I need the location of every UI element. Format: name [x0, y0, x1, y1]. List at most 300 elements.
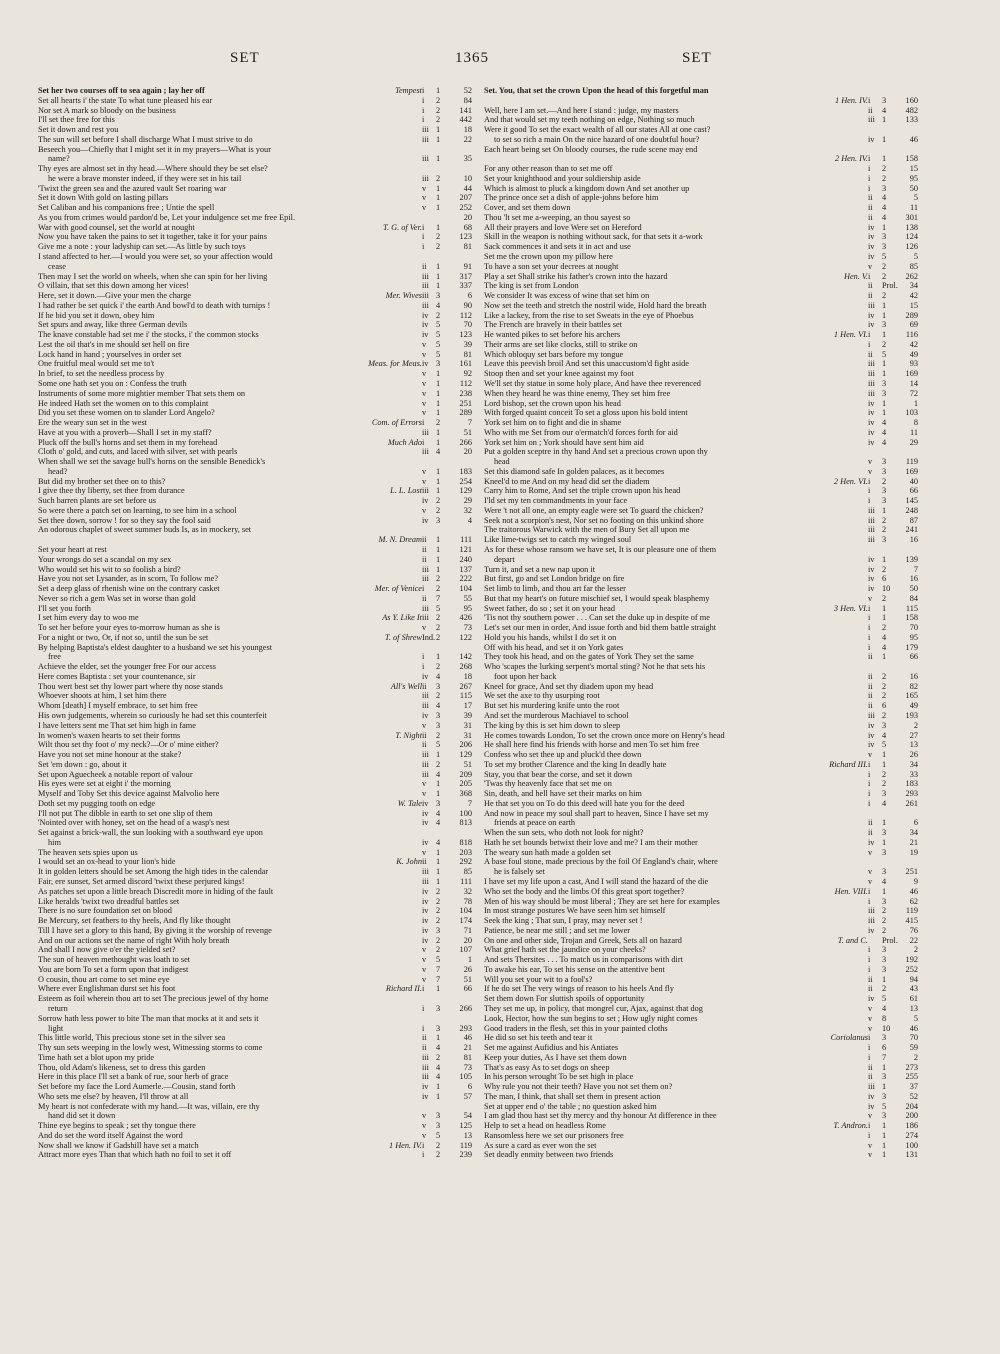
concordance-line — [484, 936, 918, 946]
act-number: ii — [422, 535, 427, 545]
act-number: iv — [868, 564, 875, 574]
line-number: 123 — [459, 330, 472, 340]
concordance-line — [484, 652, 918, 662]
line-number: 107 — [459, 945, 472, 955]
line-number: 137 — [459, 564, 472, 574]
act-number: iii — [422, 281, 429, 291]
line-number: 112 — [459, 378, 472, 388]
act-number: i — [868, 613, 871, 623]
concordance-line — [38, 174, 472, 184]
play-title: T. G. of Ver. — [380, 223, 422, 233]
act-number: i — [868, 632, 871, 642]
scene-number: 2 — [882, 261, 887, 271]
concordance-line — [38, 662, 472, 672]
quotation-text: Did you set these women on to slander Lord Angelo? — [38, 408, 215, 418]
line-number: 13 — [463, 1130, 472, 1140]
scene-number: 7 — [436, 974, 441, 984]
concordance-line — [484, 399, 918, 409]
quotation-text: Why rule you not their teeth? Have you not set them on? — [484, 1082, 673, 1092]
scene-number: 2 — [436, 95, 441, 105]
act-number: v — [868, 1013, 873, 1023]
act-number: ii — [868, 701, 873, 711]
act-number: ii — [422, 740, 427, 750]
quotation-text: To awake his ear, To set his sense on the attentive bent — [484, 964, 665, 974]
scene-number: 2 — [882, 164, 887, 174]
line-number: 115 — [459, 691, 472, 701]
line-number: 273 — [905, 1062, 918, 1072]
scene-number: 2 — [882, 671, 887, 681]
concordance-line — [38, 770, 472, 780]
quotation-text: It in golden letters should be set Among the high tides in the calendar — [38, 867, 269, 877]
scene-number: 5 — [882, 994, 887, 1004]
line-number: 206 — [459, 740, 472, 750]
line-number: 26 — [909, 750, 918, 760]
concordance-line — [38, 535, 472, 545]
quotation-text: Set 'em down : go, about it — [38, 759, 127, 769]
line-number: 1 — [467, 955, 472, 965]
scene-number: 3 — [436, 1121, 441, 1131]
scene-number: 3 — [436, 711, 441, 720]
line-number: 126 — [905, 242, 918, 252]
quotation-text: Skill in the weapon is nothing without sack, for that sets it a-work — [484, 232, 703, 242]
line-number: 49 — [909, 701, 918, 711]
scene-number: 1 — [882, 554, 887, 564]
quotation-text: We set the axe to thy usurping root — [484, 691, 600, 701]
scene-number: 2 — [436, 896, 441, 906]
concordance-line — [38, 330, 472, 340]
line-number: 21 — [463, 1043, 472, 1053]
scene-number: 4 — [436, 1072, 441, 1082]
scene-number: 1 — [882, 1082, 887, 1092]
line-number: 252 — [459, 203, 472, 213]
scene-number: 1 — [436, 134, 441, 144]
quotation-text: Then may I set the world on wheels, when she can spin for her living — [38, 271, 268, 281]
act-number: v — [422, 466, 427, 476]
line-number: 51 — [463, 974, 472, 984]
concordance-line — [38, 242, 472, 252]
scene-number: 1 — [436, 877, 441, 887]
concordance-line — [484, 623, 918, 633]
concordance-line — [484, 467, 918, 477]
line-number: 2 — [913, 945, 918, 955]
concordance-line — [38, 408, 472, 418]
line-number: 124 — [905, 232, 918, 242]
act-number: iv — [422, 935, 429, 945]
play-title: T. Night — [392, 731, 422, 741]
concordance-line — [38, 291, 472, 301]
quotation-text: Were it good To set the exact wealth of all our states All at one cast? — [484, 125, 711, 135]
scene-number: 2 — [436, 584, 441, 594]
concordance-line — [484, 555, 918, 565]
line-number: 68 — [463, 222, 472, 232]
act-number: iv — [868, 310, 875, 320]
concordance-line — [484, 174, 918, 184]
concordance-line — [38, 994, 472, 1004]
quotation-text: Attract more eyes Than that which hath no foil to set it off — [38, 1150, 232, 1160]
scene-number: 1 — [882, 818, 887, 828]
quotation-text: In women's waxen hearts to set their forms — [38, 730, 181, 740]
line-number: 104 — [459, 584, 472, 594]
quotation-text: When the sun sets, who doth not look for night? — [484, 828, 644, 838]
act-number: i — [868, 955, 871, 965]
concordance-line — [484, 721, 918, 731]
quotation-text: Beseech you—Chiefly that I might set it in my prayers—What is your — [38, 144, 271, 154]
scene-number: 3 — [882, 242, 887, 252]
scene-number: 4 — [436, 808, 441, 818]
line-number: 158 — [905, 613, 918, 623]
line-number: 51 — [463, 427, 472, 437]
scene-number: 4 — [436, 300, 441, 310]
line-number: 7 — [467, 798, 472, 808]
quotation-text: Here, set it down.—Give your men the charge — [38, 291, 192, 301]
concordance-line — [38, 184, 472, 194]
scene-number: 1 — [436, 203, 441, 213]
concordance-line — [484, 867, 918, 877]
scene-number: 1 — [436, 378, 441, 388]
act-number: iv — [422, 711, 429, 720]
act-number: iv — [422, 916, 429, 926]
line-number: 442 — [459, 115, 472, 125]
line-number: 267 — [459, 681, 472, 691]
line-number: 289 — [459, 408, 472, 418]
scene-number: 5 — [436, 1130, 441, 1140]
line-number: 239 — [459, 1150, 472, 1160]
act-number: i — [868, 173, 871, 183]
line-number: 27 — [909, 730, 918, 740]
quotation-text: The king by this is set him down to sleep — [484, 720, 621, 730]
scene-number: 2 — [436, 691, 441, 701]
scene-number: 1 — [436, 1091, 441, 1101]
scene-number: 5 — [882, 349, 887, 359]
concordance-line — [38, 643, 472, 653]
act-number: ii — [868, 818, 873, 828]
quotation-text: Which obloquy set bars before my tongue — [484, 349, 624, 359]
concordance-line — [484, 682, 918, 692]
line-number: 49 — [909, 349, 918, 359]
act-number: iv — [868, 252, 875, 262]
scene-number: 3 — [882, 1111, 887, 1121]
play-title: 1 Hen. VI. — [831, 330, 868, 340]
quotation-text: he were a brave monster indeed, if they were set in his tail — [48, 173, 242, 183]
line-number: 20 — [463, 447, 472, 457]
line-number: 4 — [467, 515, 472, 525]
quotation-text: Ere the weary sun set in the west — [38, 418, 147, 428]
quotation-text: Men of his way should be most liberal ; They are set here for examples — [484, 896, 720, 906]
act-number: ii — [422, 554, 427, 564]
quotation-text: O cousin, thou art come to set mine eye — [38, 974, 170, 984]
line-number: 192 — [905, 955, 918, 965]
quotation-text: Who with me Set from our o'ermatch'd forces forth for aid — [484, 427, 678, 437]
concordance-line — [38, 818, 472, 828]
concordance-line — [484, 770, 918, 780]
concordance-line — [484, 711, 918, 721]
concordance-line — [38, 1092, 472, 1102]
quotation-text: So were there a patch set on learning, to see him in a school — [38, 505, 237, 515]
act-number: v — [422, 388, 427, 398]
quotation-text: As patches set upon a little breach Discredit more in hiding of the fault — [38, 886, 274, 896]
scene-number: 5 — [436, 740, 441, 750]
concordance-line — [38, 223, 472, 233]
scene-number: 4 — [436, 837, 441, 847]
concordance-line — [484, 301, 918, 311]
scene-number: 1 — [436, 564, 441, 574]
scene-number: 2 — [882, 916, 887, 926]
concordance-line — [38, 447, 472, 457]
play-title: Meas. for Meas. — [365, 359, 422, 369]
concordance-line — [38, 164, 472, 174]
concordance-line — [38, 154, 472, 164]
scene-number: 7 — [436, 964, 441, 974]
line-number: 32 — [463, 505, 472, 515]
concordance-line — [484, 584, 918, 594]
concordance-line — [484, 838, 918, 848]
concordance-line — [484, 272, 918, 282]
act-number: iii — [868, 916, 875, 926]
concordance-line — [38, 574, 472, 584]
scene-number: 2 — [882, 623, 887, 633]
act-number: iii — [868, 359, 875, 369]
scene-number: 2 — [436, 945, 441, 955]
scene-number: 1 — [882, 398, 887, 408]
scene-number: 2 — [436, 115, 441, 125]
act-number: v — [422, 847, 427, 857]
concordance-line — [484, 740, 918, 750]
scene-number: 3 — [882, 388, 887, 398]
scene-number: 1 — [882, 974, 887, 984]
quotation-text: Lock hand in hand ; yourselves in order set — [38, 349, 182, 359]
quotation-text: Your wrongs do set a scandal on my sex — [38, 554, 172, 564]
concordance-line — [484, 408, 918, 418]
scene-number: 1 — [882, 115, 887, 125]
concordance-line — [484, 252, 918, 262]
concordance-line — [38, 877, 472, 887]
act-number: v — [422, 964, 427, 974]
line-number: 87 — [909, 515, 918, 525]
scene-number: 2 — [436, 1150, 441, 1160]
act-number: iv — [868, 837, 875, 847]
quotation-text: But set his murdering knife unto the root — [484, 701, 620, 711]
act-number: v — [422, 945, 427, 955]
scene-number: 4 — [882, 193, 887, 203]
line-number: 252 — [905, 964, 918, 974]
act-number: ii — [422, 730, 427, 740]
scene-number: 1 — [436, 867, 441, 877]
line-number: 7 — [913, 564, 918, 574]
scene-number: 1 — [436, 750, 441, 760]
quotation-text: Cloth o' gold, and cuts, and laced with silver, set with pearls — [38, 447, 238, 457]
act-number: iii — [868, 1082, 875, 1092]
quotation-text: Set this diamond safe In golden palaces, as it becomes — [484, 466, 665, 476]
concordance-line — [484, 184, 918, 194]
quotation-text: free — [48, 652, 61, 662]
scene-number: 5 — [436, 339, 441, 349]
act-number: i — [868, 798, 871, 808]
concordance-line — [38, 1024, 472, 1034]
concordance-line — [484, 1063, 918, 1073]
act-number: iv — [422, 310, 429, 320]
scene-number: 1 — [882, 1130, 887, 1140]
act-number: i — [868, 886, 871, 896]
page-number: 1365 — [455, 50, 489, 66]
quotation-text: In most strange postures We have seen him set himself — [484, 906, 666, 916]
quotation-text: 'Twas thy heavenly face that set me on — [484, 779, 612, 789]
quotation-text: Now you have taken the pains to set it together, take it for your pains — [38, 232, 267, 242]
line-number: 293 — [905, 789, 918, 799]
play-title: 1 Hen. IV. — [832, 96, 868, 106]
line-number: 81 — [463, 242, 472, 252]
scene-number: 2 — [882, 291, 887, 301]
quotation-text: Set all hearts i' the state To what tune pleased his ear — [38, 95, 213, 105]
quotation-text: My heart is not confederate with my hand.—It was, villain, ere thy — [38, 1101, 260, 1111]
scene-number: 3 — [436, 359, 441, 369]
concordance-line — [38, 106, 472, 116]
play-title: W. Tale — [395, 799, 422, 809]
quotation-text: To set my brother Clarence and the king In deadly hate — [484, 759, 667, 769]
line-number: 84 — [463, 95, 472, 105]
line-number: 426 — [459, 613, 472, 623]
quotation-text: Were 't not all one, an empty eagle were set To guard the chicken? — [484, 505, 704, 515]
scene-number: 2 — [882, 593, 887, 603]
line-number: 129 — [459, 486, 472, 496]
concordance-line — [484, 1131, 918, 1141]
quotation-text: Now set the teeth and stretch the nostril wide, Hold hard the breath — [484, 300, 707, 310]
line-number: 13 — [909, 740, 918, 750]
scene-number: 2 — [882, 691, 887, 701]
act-number: i — [422, 584, 425, 594]
act-number: i — [868, 486, 871, 496]
scene-number: 3 — [882, 1033, 887, 1043]
line-number: 122 — [459, 632, 472, 642]
act-number: iii — [422, 1062, 429, 1072]
scene-number: 1 — [882, 1121, 887, 1131]
running-header — [0, 50, 1000, 72]
scene-number: 1 — [436, 125, 441, 135]
act-number: i — [868, 1121, 871, 1131]
concordance-line — [484, 135, 918, 145]
line-number: 174 — [459, 916, 472, 926]
concordance-line — [38, 252, 472, 262]
act-number: v — [868, 261, 873, 271]
act-number: iii — [422, 750, 429, 760]
quotation-text: Carry him to Rome, And set the triple crown upon his head — [484, 486, 681, 496]
act-number: iii — [422, 154, 429, 164]
quotation-text: Till I have set a glory to this hand, By giving it the worship of revenge — [38, 925, 272, 935]
line-number: 82 — [909, 681, 918, 691]
act-number: i — [868, 476, 871, 486]
quotation-text: Have at you with a proverb—Shall I set in my staff? — [38, 427, 212, 437]
quotation-text: The man, I think, that shall set them in present action — [484, 1091, 661, 1101]
act-number: iii — [422, 769, 429, 779]
scene-number: 3 — [882, 828, 887, 838]
line-number: 274 — [905, 1130, 918, 1140]
quotation-text: To set her before your eyes to-morrow human as she is — [38, 623, 220, 633]
line-number: 254 — [459, 476, 472, 486]
concordance-line — [484, 223, 918, 233]
line-number: 29 — [909, 437, 918, 447]
quotation-text: I'll not put The dibble in earth to set one slip of them — [38, 808, 213, 818]
concordance-line — [484, 1072, 918, 1082]
concordance-line — [38, 467, 472, 477]
quotation-text: depart — [494, 554, 515, 564]
act-number: i — [868, 769, 871, 779]
concordance-line — [484, 857, 918, 867]
act-number: v — [422, 193, 427, 203]
concordance-line — [484, 731, 918, 741]
quotation-text: Instruments of some more mightier member That sets them on — [38, 388, 245, 398]
line-number: 11 — [910, 203, 918, 213]
quotation-text: When they heard he was thine enemy, They set him free — [484, 388, 671, 398]
quotation-text: Set her two courses off to sea again ; lay her off — [38, 86, 205, 95]
act-number: v — [868, 1111, 873, 1121]
scene-number: 4 — [882, 105, 887, 115]
quotation-text: Be Mercury, set feathers to thy heels, And fly like thought — [38, 916, 231, 926]
line-number: 292 — [459, 857, 472, 867]
quotation-text: light — [48, 1023, 64, 1033]
header-right-word: SET — [682, 50, 712, 66]
scene-number: 1 — [436, 1033, 441, 1043]
concordance-line — [484, 535, 918, 545]
line-number: 100 — [459, 808, 472, 818]
quotation-text: Pluck off the bull's horns and set them in my forehead — [38, 437, 218, 447]
concordance-line — [484, 545, 918, 555]
quotation-text: Set me the crown upon my pillow here — [484, 252, 613, 262]
line-number: 20 — [463, 212, 472, 222]
act-number: iii — [868, 711, 875, 720]
line-number: 255 — [905, 1072, 918, 1082]
act-number: v — [422, 1111, 427, 1121]
scene-number: 2 — [882, 564, 887, 574]
concordance-line — [38, 428, 472, 438]
line-number: 5 — [913, 252, 918, 262]
act-number: i — [422, 662, 425, 672]
scene-number: 1 — [882, 1150, 887, 1160]
concordance-line — [484, 1004, 918, 1014]
line-number: 116 — [905, 330, 918, 340]
act-number: v — [868, 847, 873, 857]
scene-number: 4 — [882, 203, 887, 213]
scene-number: 1 — [436, 183, 441, 193]
quotation-text: And set the murderous Machiavel to school — [484, 711, 629, 720]
quotation-text: He comes towards London, To set the crown once more on Henry's head — [484, 730, 725, 740]
quotation-text: Like a lackey, from the rise to set Sweats in the eye of Phoebus — [484, 310, 694, 320]
concordance-line — [484, 213, 918, 223]
act-number: iv — [422, 359, 429, 369]
quotation-text: All their prayers and love Were set on Hereford — [484, 222, 642, 232]
scene-number: 1 — [882, 886, 887, 896]
act-number: v — [868, 593, 873, 603]
line-number: 52 — [463, 86, 472, 95]
quotation-text: Sweet father, do so ; set it on your head — [484, 603, 616, 613]
scene-number: 1 — [436, 984, 441, 994]
act-number: ii — [868, 671, 873, 681]
concordance-line — [484, 379, 918, 389]
concordance-line — [38, 945, 472, 955]
act-number: iii — [422, 759, 429, 769]
quotation-text: There is no sure foundation set on blood — [38, 906, 172, 916]
concordance-line — [38, 496, 472, 506]
scene-number: 1 — [436, 437, 441, 447]
concordance-line — [38, 613, 472, 623]
concordance-line — [484, 613, 918, 623]
scene-number: 1 — [436, 86, 441, 95]
act-number: v — [422, 339, 427, 349]
play-title: Tempest — [392, 86, 422, 96]
scene-number: 2 — [882, 515, 887, 525]
quotation-text: Who would set his wit to so foolish a bird? — [38, 564, 181, 574]
concordance-line — [38, 1043, 472, 1053]
scene-number: 1 — [882, 154, 887, 164]
quotation-text: Who sets me else? by heaven, I'll throw at all — [38, 1091, 189, 1101]
